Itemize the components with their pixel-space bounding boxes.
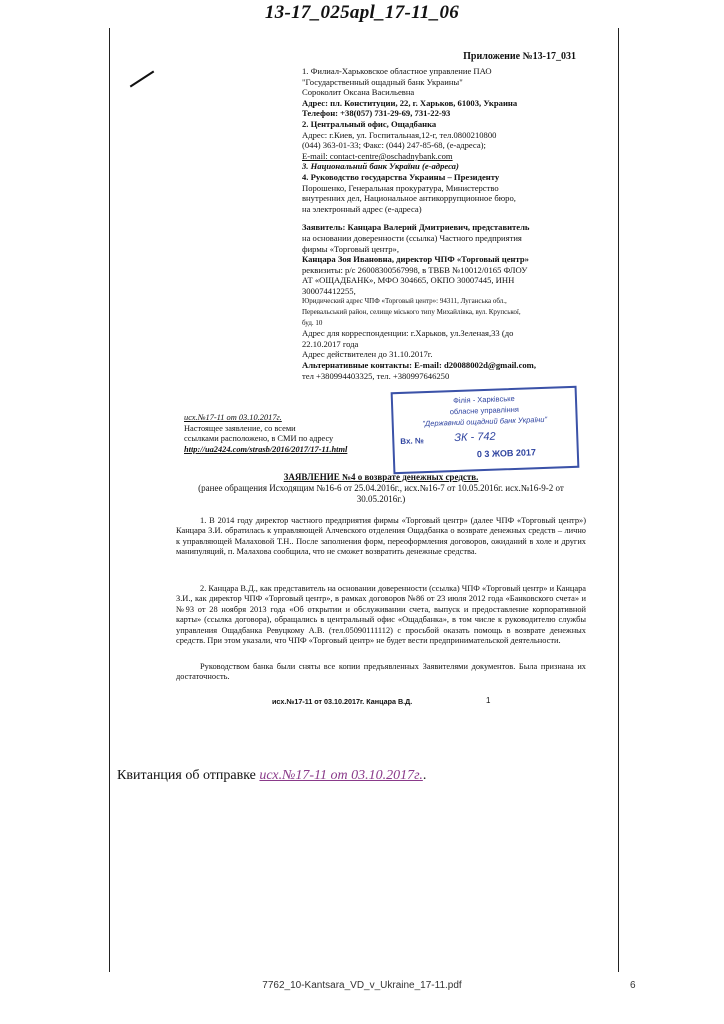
right-border-line (618, 28, 619, 972)
addressee-line: "Государственный ощадный банк Украины" (302, 76, 463, 87)
stamp-line: обласне управління (449, 404, 520, 417)
applicant-line: Заявитель: Канцара Валерий Дмитриевич, представитель (302, 222, 530, 233)
stamp-line: Філія - Харківське (453, 393, 515, 406)
statement-subheading: (ранее обращения Исходящим №16-6 от 25.04.2016г., исх.№16-7 от 10.05.2016г. исх.№16-9-2 от 30.05.2016г.) (198, 482, 564, 504)
addressee-line: E-mail: contact-centre@oschadnybank.com (302, 150, 453, 161)
appendix-number: Приложение №13-17_031 (463, 51, 576, 62)
addressee-line: (044) 363-01-33; Факс: (044) 247-85-68, (е-адреса); (302, 140, 486, 151)
paragraph-3: Руководством банка были сняты все копии предъявленных Заявителями документов. Была признана их достаточность. (176, 662, 586, 682)
media-link: http://ua2424.com/strasb/2016/2017/17-11.html (184, 444, 348, 454)
ref-line: ссылками расположено, в СМИ по адресу (184, 434, 334, 444)
addressee-line: Сороколит Оксана Васильевна (302, 87, 415, 98)
stamp-number-label: Вх. № (400, 436, 424, 446)
addressee-line: Порошенко, Генеральная прокуратура, Министерство (302, 182, 499, 193)
paragraph-2: 2. Канцара В.Д., как представитель на основании доверенности (ссылка) ЧПФ «Торговый центр» и Канцара З.И., как директор ЧПФ «Торговый центр», в рамках договоров №86 от 23 июля 2012 года «Банковского счета» и №93 от 28 ноября 2013 года «Об открытии и обслуживании счета, выпуск и предоставление корпоративной карты» (ссылка договора), обращались в центральный офис «Ощадбанка», в том числе к руководителю службы управления Ощадбанка Ревуцкому А.В. (тел.05090111112) с просьбой оказать помощь в возврате денежных средств. При этом указали, что ЧПФ «Торговый центр» не будет вести предпринимательской деятельности. (176, 584, 586, 646)
applicant-line: АТ «ОЩАДБАНК», МФО 304665, ОКПО 30007445, ИНН (302, 275, 515, 286)
addressee-line: Телефон: +38(057) 731-29-69, 731-22-93 (302, 108, 451, 119)
applicant-line: 22.10.2017 года (302, 338, 359, 349)
statement-heading: ЗАЯВЛЕНИЕ №4 о возврате денежных средств. (283, 472, 479, 482)
applicant-line: Канцара Зоя Ивановна, директор ЧПФ «Торговый центр» (302, 254, 529, 265)
spacer (302, 214, 582, 222)
applicant-line: буд. 10 (302, 318, 323, 327)
applicant-line: реквизиты: р/с 26008300567998, в ТВБВ №10012/0165 ФЛОУ (302, 264, 528, 275)
receipt-suffix: . (422, 768, 427, 783)
receipt-label: Квитанция об отправке (117, 768, 260, 783)
addressee-block (302, 66, 582, 381)
applicant-line: Адрес для корреспонденции: г.Харьков, ул.Зеленая,33 (до (302, 328, 514, 339)
addressee-line: на электронный адрес (е-адреса) (302, 203, 422, 214)
addressee-line: 1. Филиал-Харьковское областное управление ПАО (302, 66, 492, 76)
ref-line: Настоящее заявление, со всеми (184, 423, 296, 433)
applicant-line: Перевальський район, селище міського типу Михайлівка, вул. Крупської, (302, 308, 521, 317)
applicant-line: тел +380994403325, тел. +380997646250 (302, 370, 450, 381)
statement-heading-block (176, 472, 586, 504)
bank-stamp (391, 386, 580, 474)
reference-block (184, 413, 374, 455)
addressee-line: внутренних дел, Национальное антикоррупционное бюро, (302, 193, 516, 204)
pen-mark (130, 71, 155, 88)
addressee-line: 3. Национальний банк України (е-адреса) (302, 161, 459, 172)
scan-footer: исх.№17-11 от 03.10.2017г. Канцара В.Д. (272, 697, 413, 706)
applicant-line: фирмы «Торговый центр», (302, 243, 399, 254)
scan-page-number: 1 (486, 696, 491, 705)
applicant-line: на основании доверенности (ссылка) Частного предприятия (302, 232, 522, 243)
stamp-line: "Державний ощадний банк України" (422, 414, 548, 429)
addressee-line: Адрес: г.Киев, ул. Госпитальная,12-г, тел.0800210800 (302, 129, 497, 140)
applicant-line: Альтернативные контакты: E-mail: d20088002d@gmail.com, (302, 360, 536, 371)
left-border-line (109, 28, 110, 972)
page-title: 13-17_025apl_17-11_06 (264, 2, 460, 23)
addressee-line: Адрес: пл. Конституции, 22, г. Харьков, 61003, Украина (302, 97, 518, 108)
pdf-filename: 7762_10-Kantsara_VD_v_Ukraine_17-11.pdf (262, 980, 462, 991)
addressee-line: 4. Руководство государства Украины – Президенту (302, 171, 500, 182)
addressee-line: 2. Центральный офис, Ощадбанка (302, 118, 437, 129)
paragraph-1: 1. В 2014 году директор частного предприятия фирмы «Торговый центр» (далее ЧПФ «Торговый центр») Канцара З.И. обратилась к управляющей Алчевского отделения Ощадбанка о возврате денежных средств – лично к управляющей Малаховой Т.Н.. После заполнения форм, переоформления договоров, ожиданий в холе и других манипуляций, п. Малахова сообщила, что не сможет возвратить денежные средства. (176, 516, 586, 557)
applicant-line: Юридический адрес ЧПФ «Торговый центр»: 94311, Луганська обл., (302, 297, 507, 306)
receipt-link[interactable]: исх.№17-11 от 03.10.2017г. (259, 768, 423, 783)
stamp-date: 0 3 ЖОВ 2017 (476, 447, 537, 460)
stamp-number-value: ЗК - 742 (454, 430, 496, 445)
applicant-line: Адрес действителен до 31.10.2017г. (302, 349, 433, 360)
scanned-document (176, 40, 586, 710)
applicant-line: 300074412255, (302, 285, 356, 296)
page-number: 6 (630, 980, 636, 991)
outgoing-ref: исх.№17-11 от 03.10.2017г. (184, 413, 282, 422)
receipt-line (117, 768, 426, 784)
